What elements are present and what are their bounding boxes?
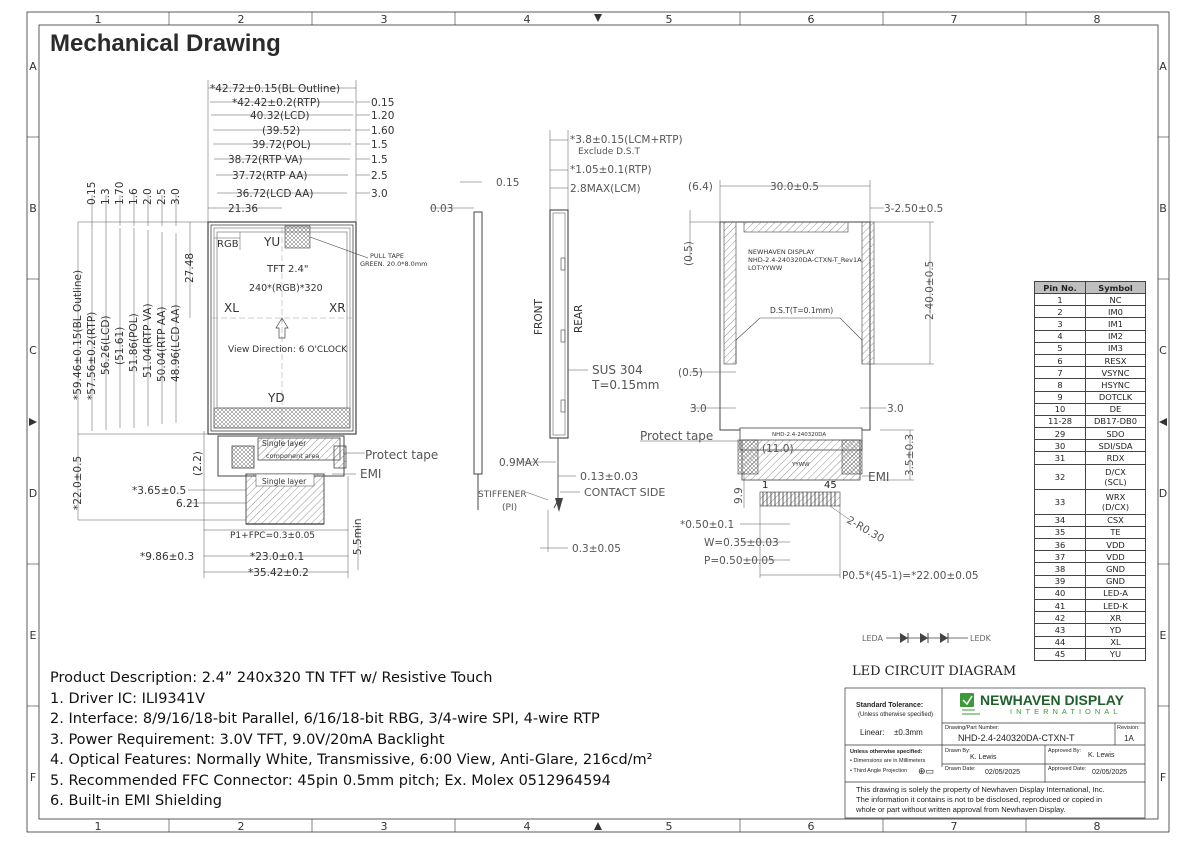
dim-text: *23.0±0.1 <box>250 551 305 563</box>
desc-line: 2. Interface: 8/9/16/18-bit Parallel, 6/16/18-bit RBG, 3/4-wire SPI, 4-wire RTP <box>50 711 600 727</box>
pin-symbol: IM0 <box>1086 306 1146 318</box>
desc-line: 1. Driver IC: ILI9341V <box>50 690 206 707</box>
pin-row <box>1035 539 1146 551</box>
col-label: 7 <box>950 820 958 833</box>
approved-date-label: Approved Date: <box>1048 766 1087 772</box>
pin-symbol: RESX <box>1086 354 1146 366</box>
approved-by-label: Approved By: <box>1048 748 1082 754</box>
label-emi: EMI <box>360 467 382 481</box>
product-description <box>50 668 653 812</box>
row-label: E <box>1159 629 1167 642</box>
pin-row <box>1035 612 1146 624</box>
pin-row <box>1035 587 1146 599</box>
pin-col-header: Pin No. <box>1035 282 1086 294</box>
label-yd: YD <box>268 391 285 405</box>
dim-text: 1.5 <box>371 139 388 151</box>
dim-text: 2.0 <box>142 188 154 205</box>
pin-symbol: VDD <box>1086 539 1146 551</box>
dim-text: 0.13±0.03 <box>580 470 639 483</box>
pin-symbol: YD <box>1086 624 1146 636</box>
label-line: LOT-YYWW <box>748 264 783 272</box>
pin-number: 11-28 <box>1035 415 1086 427</box>
label-rgb: RGB <box>217 239 239 250</box>
approved-by: K. Lewis <box>1088 752 1115 759</box>
dim-text: 0.9MAX <box>499 457 540 469</box>
dim-text: *0.50±0.1 <box>680 519 735 531</box>
pin-table-body <box>1035 294 1146 661</box>
row-label: F <box>1159 771 1167 784</box>
pin-symbol: IM3 <box>1086 342 1146 354</box>
row-label: E <box>29 629 37 642</box>
dim-text: 21.36 <box>228 203 259 215</box>
pin-number: 29 <box>1035 428 1086 440</box>
drawn-by-label: Drawn By: <box>945 748 971 754</box>
drawn-by: K. Lewis <box>970 754 997 761</box>
drawn-date-label: Drawn Date: <box>945 766 976 772</box>
pin-row <box>1035 415 1146 427</box>
dim-text: 3-2.50±0.5 <box>884 203 944 215</box>
linear-label: Linear: <box>860 728 885 737</box>
col-label: 4 <box>523 13 531 26</box>
note-mm: • Dimensions are in Millimeters <box>850 758 926 764</box>
front-view <box>72 80 438 579</box>
desc-line: 5. Recommended FFC Connector: 45pin 0.5mm pitch; Ex. Molex 0512964594 <box>50 772 611 789</box>
page-title: Mechanical Drawing <box>50 30 281 57</box>
pin-symbol: DOTCLK <box>1086 391 1146 403</box>
label-component: component area <box>266 452 320 460</box>
pin-row <box>1035 294 1146 306</box>
col-label: 8 <box>1093 13 1101 26</box>
label-resolution: 240*(RGB)*320 <box>249 283 323 294</box>
dim-text: 0.15 <box>371 97 395 109</box>
label-front: FRONT <box>533 299 545 335</box>
label-line: NHD-2.4-240320DA-CTXN-T_Rev1A <box>748 256 862 264</box>
rear-view <box>640 180 979 582</box>
pin-row <box>1035 403 1146 415</box>
pin-symbol: DB17-DB0 <box>1086 415 1146 427</box>
label-pin1: 1 <box>762 480 769 491</box>
dim-text: *22.0±0.5 <box>72 455 84 510</box>
note-projection: • Third Angle Projection <box>850 768 908 774</box>
pin-symbol: LED-A <box>1086 587 1146 599</box>
dim-text: 3.0 <box>690 403 707 415</box>
dim-text: 50.04(RTP AA) <box>156 306 168 382</box>
pin-number: 35 <box>1035 526 1086 538</box>
dim-text: *42.72±0.15(BL Outline) <box>210 83 341 95</box>
col-label: 6 <box>807 820 815 833</box>
dim-text: 1.5 <box>371 154 388 166</box>
dim-text: STIFFENER <box>478 490 527 500</box>
pin-symbol: DE <box>1086 403 1146 415</box>
pin-symbol: NC <box>1086 294 1146 306</box>
pin-row <box>1035 636 1146 648</box>
notes-heading: Unless otherwise specified: <box>850 749 923 755</box>
dim-text: 3.0 <box>371 188 388 200</box>
dim-text: 3.5±0.3 <box>904 433 916 476</box>
label-yyww: YYWW <box>792 462 810 468</box>
dim-text: 0.15 <box>86 181 98 205</box>
pin-row <box>1035 624 1146 636</box>
col-label: 1 <box>94 820 102 833</box>
dim-text: 2-R0.30 <box>844 514 887 546</box>
pin-symbol: HSYNC <box>1086 379 1146 391</box>
dim-text: 36.72(LCD AA) <box>236 188 314 200</box>
pin-number: 43 <box>1035 624 1086 636</box>
drawn-date: 02/05/2025 <box>985 769 1021 776</box>
pin-number: 41 <box>1035 599 1086 611</box>
pin-number: 34 <box>1035 514 1086 526</box>
pin-row <box>1035 599 1146 611</box>
dim-text: T=0.15mm <box>592 378 660 392</box>
brand-name: NEWHAVEN DISPLAY <box>980 692 1124 708</box>
pin-number: 5 <box>1035 342 1086 354</box>
pin-symbol: YU <box>1086 648 1146 660</box>
dim-text: *1.05±0.1(RTP) <box>570 164 652 176</box>
dim-text: W=0.35±0.03 <box>704 537 779 549</box>
pin-symbol: LED-K <box>1086 599 1146 611</box>
label-rear: REAR <box>573 304 585 333</box>
dim-text: 0.3±0.05 <box>572 543 621 555</box>
part-label: Drawing/Part Number: <box>945 725 1000 731</box>
row-label: C <box>29 344 37 357</box>
pin-row <box>1035 648 1146 660</box>
label-pull-tape-spec: GREEN. 20.0*8.0mm <box>360 260 428 268</box>
pin-row <box>1035 575 1146 587</box>
dim-text: 51.04(RTP VA) <box>142 303 154 378</box>
revision-label: Revision: <box>1117 725 1140 731</box>
dim-text: 27.48 <box>184 252 196 283</box>
pin-number: 39 <box>1035 575 1086 587</box>
dim-text: 9.9 <box>733 487 745 504</box>
pin-row <box>1035 391 1146 403</box>
col-label: 3 <box>380 13 388 26</box>
label-emi: EMI <box>868 470 890 484</box>
pin-symbol: XR <box>1086 612 1146 624</box>
label-pin45: 45 <box>824 480 837 491</box>
projection-icon: ⊕▭ <box>918 766 935 776</box>
dim-text: 1.60 <box>371 125 395 137</box>
dim-text: *59.46±0.15(BL Outline) <box>72 269 84 400</box>
dim-text: (11.0) <box>762 443 794 455</box>
dim-text: 2.5 <box>156 188 168 205</box>
pin-number: 38 <box>1035 563 1086 575</box>
dim-text: 30.0±0.5 <box>770 181 819 193</box>
label-dst: D.S.T(T=0.1mm) <box>770 306 834 315</box>
label-single-layer: Single layer <box>262 477 307 486</box>
dim-text: (39.52) <box>262 125 301 137</box>
dim-text: P=0.50±0.05 <box>704 555 775 567</box>
pin-number: 3 <box>1035 318 1086 330</box>
pin-row <box>1035 514 1146 526</box>
pin-row <box>1035 526 1146 538</box>
disclaimer-line: whole or part without written approval from Newhaven Display. <box>856 805 1066 814</box>
label-protect-tape: Protect tape <box>365 448 439 462</box>
pin-number: 1 <box>1035 294 1086 306</box>
row-label: F <box>29 771 37 784</box>
pin-number: 4 <box>1035 330 1086 342</box>
dim-text: 51.86(POL) <box>128 313 140 372</box>
dim-text: CONTACT SIDE <box>584 486 666 499</box>
dim-text: 1.70 <box>114 181 126 205</box>
pin-symbol: IM1 <box>1086 318 1146 330</box>
pin-number: 30 <box>1035 440 1086 452</box>
row-label: A <box>29 60 37 73</box>
label-xr: XR <box>329 301 346 315</box>
col-label: 2 <box>237 820 245 833</box>
std-tolerance-note: (Unless otherwise specified) <box>858 712 934 718</box>
pin-symbol: VSYNC <box>1086 367 1146 379</box>
disclaimer-line: The information it contains is not to be disclosed, reproduced or copied in <box>856 795 1103 804</box>
pin-number: 2 <box>1035 306 1086 318</box>
dim-text: (0.5) <box>678 367 703 379</box>
pin-symbol: TE <box>1086 526 1146 538</box>
pin-row <box>1035 342 1146 354</box>
approved-date: 02/05/2025 <box>1092 769 1128 776</box>
pin-number: 40 <box>1035 587 1086 599</box>
row-label: D <box>28 487 38 500</box>
pin-table <box>1034 281 1146 661</box>
row-label: D <box>1158 487 1168 500</box>
pin-number: 9 <box>1035 391 1086 403</box>
symbol-col-header: Symbol <box>1086 282 1146 294</box>
label-ledk: LEDK <box>970 634 991 643</box>
desc-line: 6. Built-in EMI Shielding <box>50 793 222 809</box>
disclaimer-line: This drawing is solely the property of Newhaven Display International, Inc. <box>856 785 1105 794</box>
dim-text: 1.6 <box>128 188 140 205</box>
label-yu: YU <box>264 235 281 249</box>
brand-logo <box>960 693 980 714</box>
part-number: NHD-2.4-240320DA-CTXN-T <box>958 733 1075 743</box>
dim-text: (51.61) <box>114 326 126 365</box>
dim-text: 56.26(LCD) <box>100 315 112 375</box>
pin-symbol: VDD <box>1086 551 1146 563</box>
pin-row <box>1035 551 1146 563</box>
dim-text: 2.8MAX(LCM) <box>570 183 641 195</box>
pin-number: 36 <box>1035 539 1086 551</box>
pin-number: 44 <box>1035 636 1086 648</box>
dim-text: (PI) <box>502 503 518 513</box>
dim-text: 37.72(RTP AA) <box>232 170 308 182</box>
pin-number: 45 <box>1035 648 1086 660</box>
led-circuit <box>862 633 992 643</box>
label-xl: XL <box>224 301 239 315</box>
pin-number: 32 <box>1035 464 1086 489</box>
desc-line: 4. Optical Features: Normally White, Transmissive, 6:00 View, Anti-Glare, 216cd/m² <box>50 752 653 768</box>
dim-text: 38.72(RTP VA) <box>228 154 303 166</box>
pin-number: 31 <box>1035 452 1086 464</box>
linear-value: ±0.3mm <box>894 728 923 737</box>
dim-text: 40.32(LCD) <box>250 110 310 122</box>
pin-symbol: SDI/SDA <box>1086 440 1146 452</box>
pin-symbol: D/CX (SCL) <box>1086 464 1146 489</box>
label-pull-tape: PULL TAPE <box>370 252 404 260</box>
label-view: View Direction: 6 O'CLOCK <box>228 345 348 355</box>
pin-symbol: XL <box>1086 636 1146 648</box>
desc-line: 3. Power Requirement: 3.0V TFT, 9.0V/20mA Backlight <box>50 731 445 748</box>
pin-row <box>1035 318 1146 330</box>
pin-row <box>1035 563 1146 575</box>
label-fpc: NHD-2.4-240320DA <box>772 432 827 438</box>
std-tolerance: Standard Tolerance: <box>856 702 924 709</box>
label-leda: LEDA <box>862 634 884 643</box>
dim-text: SUS 304 <box>592 363 643 377</box>
dim-text: P0.5*(45-1)=*22.00±0.05 <box>842 570 979 582</box>
pin-symbol: IM2 <box>1086 330 1146 342</box>
dim-text: 2-40.0±0.5 <box>924 260 936 320</box>
brand-sub: INTERNATIONAL <box>1010 707 1122 716</box>
col-label: 6 <box>807 13 815 26</box>
pin-number: 8 <box>1035 379 1086 391</box>
pin-number: 37 <box>1035 551 1086 563</box>
col-label: 5 <box>665 13 673 26</box>
row-label: A <box>1159 60 1167 73</box>
dim-text: 3.0 <box>887 403 904 415</box>
label-line: NEWHAVEN DISPLAY <box>748 248 815 256</box>
dim-text: 6.21 <box>176 498 200 510</box>
dim-text: *35.42±0.2 <box>248 567 309 579</box>
col-label: 8 <box>1093 820 1101 833</box>
row-label: B <box>29 202 37 215</box>
dim-text: *42.42±0.2(RTP) <box>232 97 321 109</box>
pin-symbol: RDX <box>1086 452 1146 464</box>
label-single-layer: Single layer <box>262 439 307 448</box>
dim-text: 3.0 <box>170 188 182 205</box>
pin-number: 42 <box>1035 612 1086 624</box>
dim-text: *57.56±0.2(RTP) <box>86 311 98 400</box>
pin-row <box>1035 464 1146 489</box>
dim-text: 0.03 <box>430 203 454 215</box>
pin-symbol: SDO <box>1086 428 1146 440</box>
pin-symbol: GND <box>1086 563 1146 575</box>
label-size: TFT 2.4" <box>267 264 309 275</box>
pin-row <box>1035 367 1146 379</box>
pin-row <box>1035 330 1146 342</box>
dim-text: P1+FPC=0.3±0.05 <box>230 531 316 541</box>
col-label: 7 <box>950 13 958 26</box>
pin-symbol: WRX (D/CX) <box>1086 489 1146 514</box>
dim-text: *9.86±0.3 <box>140 551 195 563</box>
pin-row <box>1035 379 1146 391</box>
led-circuit-title: LED CIRCUIT DIAGRAM <box>852 664 1017 679</box>
dim-text: *3.65±0.5 <box>132 485 187 497</box>
dim-text: (2.2) <box>192 451 204 476</box>
pin-row <box>1035 452 1146 464</box>
dim-text: Exclude D.S.T <box>578 147 640 157</box>
pin-row <box>1035 306 1146 318</box>
revision-value: 1A <box>1124 734 1134 743</box>
dim-text: 39.72(POL) <box>252 139 311 151</box>
row-label: C <box>1159 344 1167 357</box>
pin-number: 10 <box>1035 403 1086 415</box>
pin-number: 6 <box>1035 354 1086 366</box>
pin-row <box>1035 489 1146 514</box>
pin-number: 33 <box>1035 489 1086 514</box>
dim-text: 1.20 <box>371 110 395 122</box>
dim-text: 1.3 <box>100 188 112 205</box>
pin-row <box>1035 354 1146 366</box>
dim-text: (0.5) <box>683 241 695 266</box>
pin-symbol: CSX <box>1086 514 1146 526</box>
pin-row <box>1035 440 1146 452</box>
desc-line: Product Description: 2.4” 240x320 TN TFT w/ Resistive Touch <box>50 670 493 686</box>
side-view <box>430 130 683 555</box>
col-label: 1 <box>94 13 102 26</box>
col-label: 4 <box>523 820 531 833</box>
pin-number: 7 <box>1035 367 1086 379</box>
col-label: 3 <box>380 820 388 833</box>
dim-text: (6.4) <box>688 181 713 193</box>
label-protect-tape: Protect tape <box>640 429 714 443</box>
pin-symbol: GND <box>1086 575 1146 587</box>
row-label: B <box>1159 202 1167 215</box>
dim-text: 48.96(LCD AA) <box>170 304 182 382</box>
col-label: 5 <box>665 820 673 833</box>
dim-text: 0.15 <box>496 177 520 189</box>
dim-text: 2.5 <box>371 170 388 182</box>
dim-text: *3.8±0.15(LCM+RTP) <box>570 134 683 146</box>
disclaimer <box>856 785 1105 815</box>
dim-text: 5.5min <box>352 518 364 555</box>
col-label: 2 <box>237 13 245 26</box>
pin-row <box>1035 428 1146 440</box>
